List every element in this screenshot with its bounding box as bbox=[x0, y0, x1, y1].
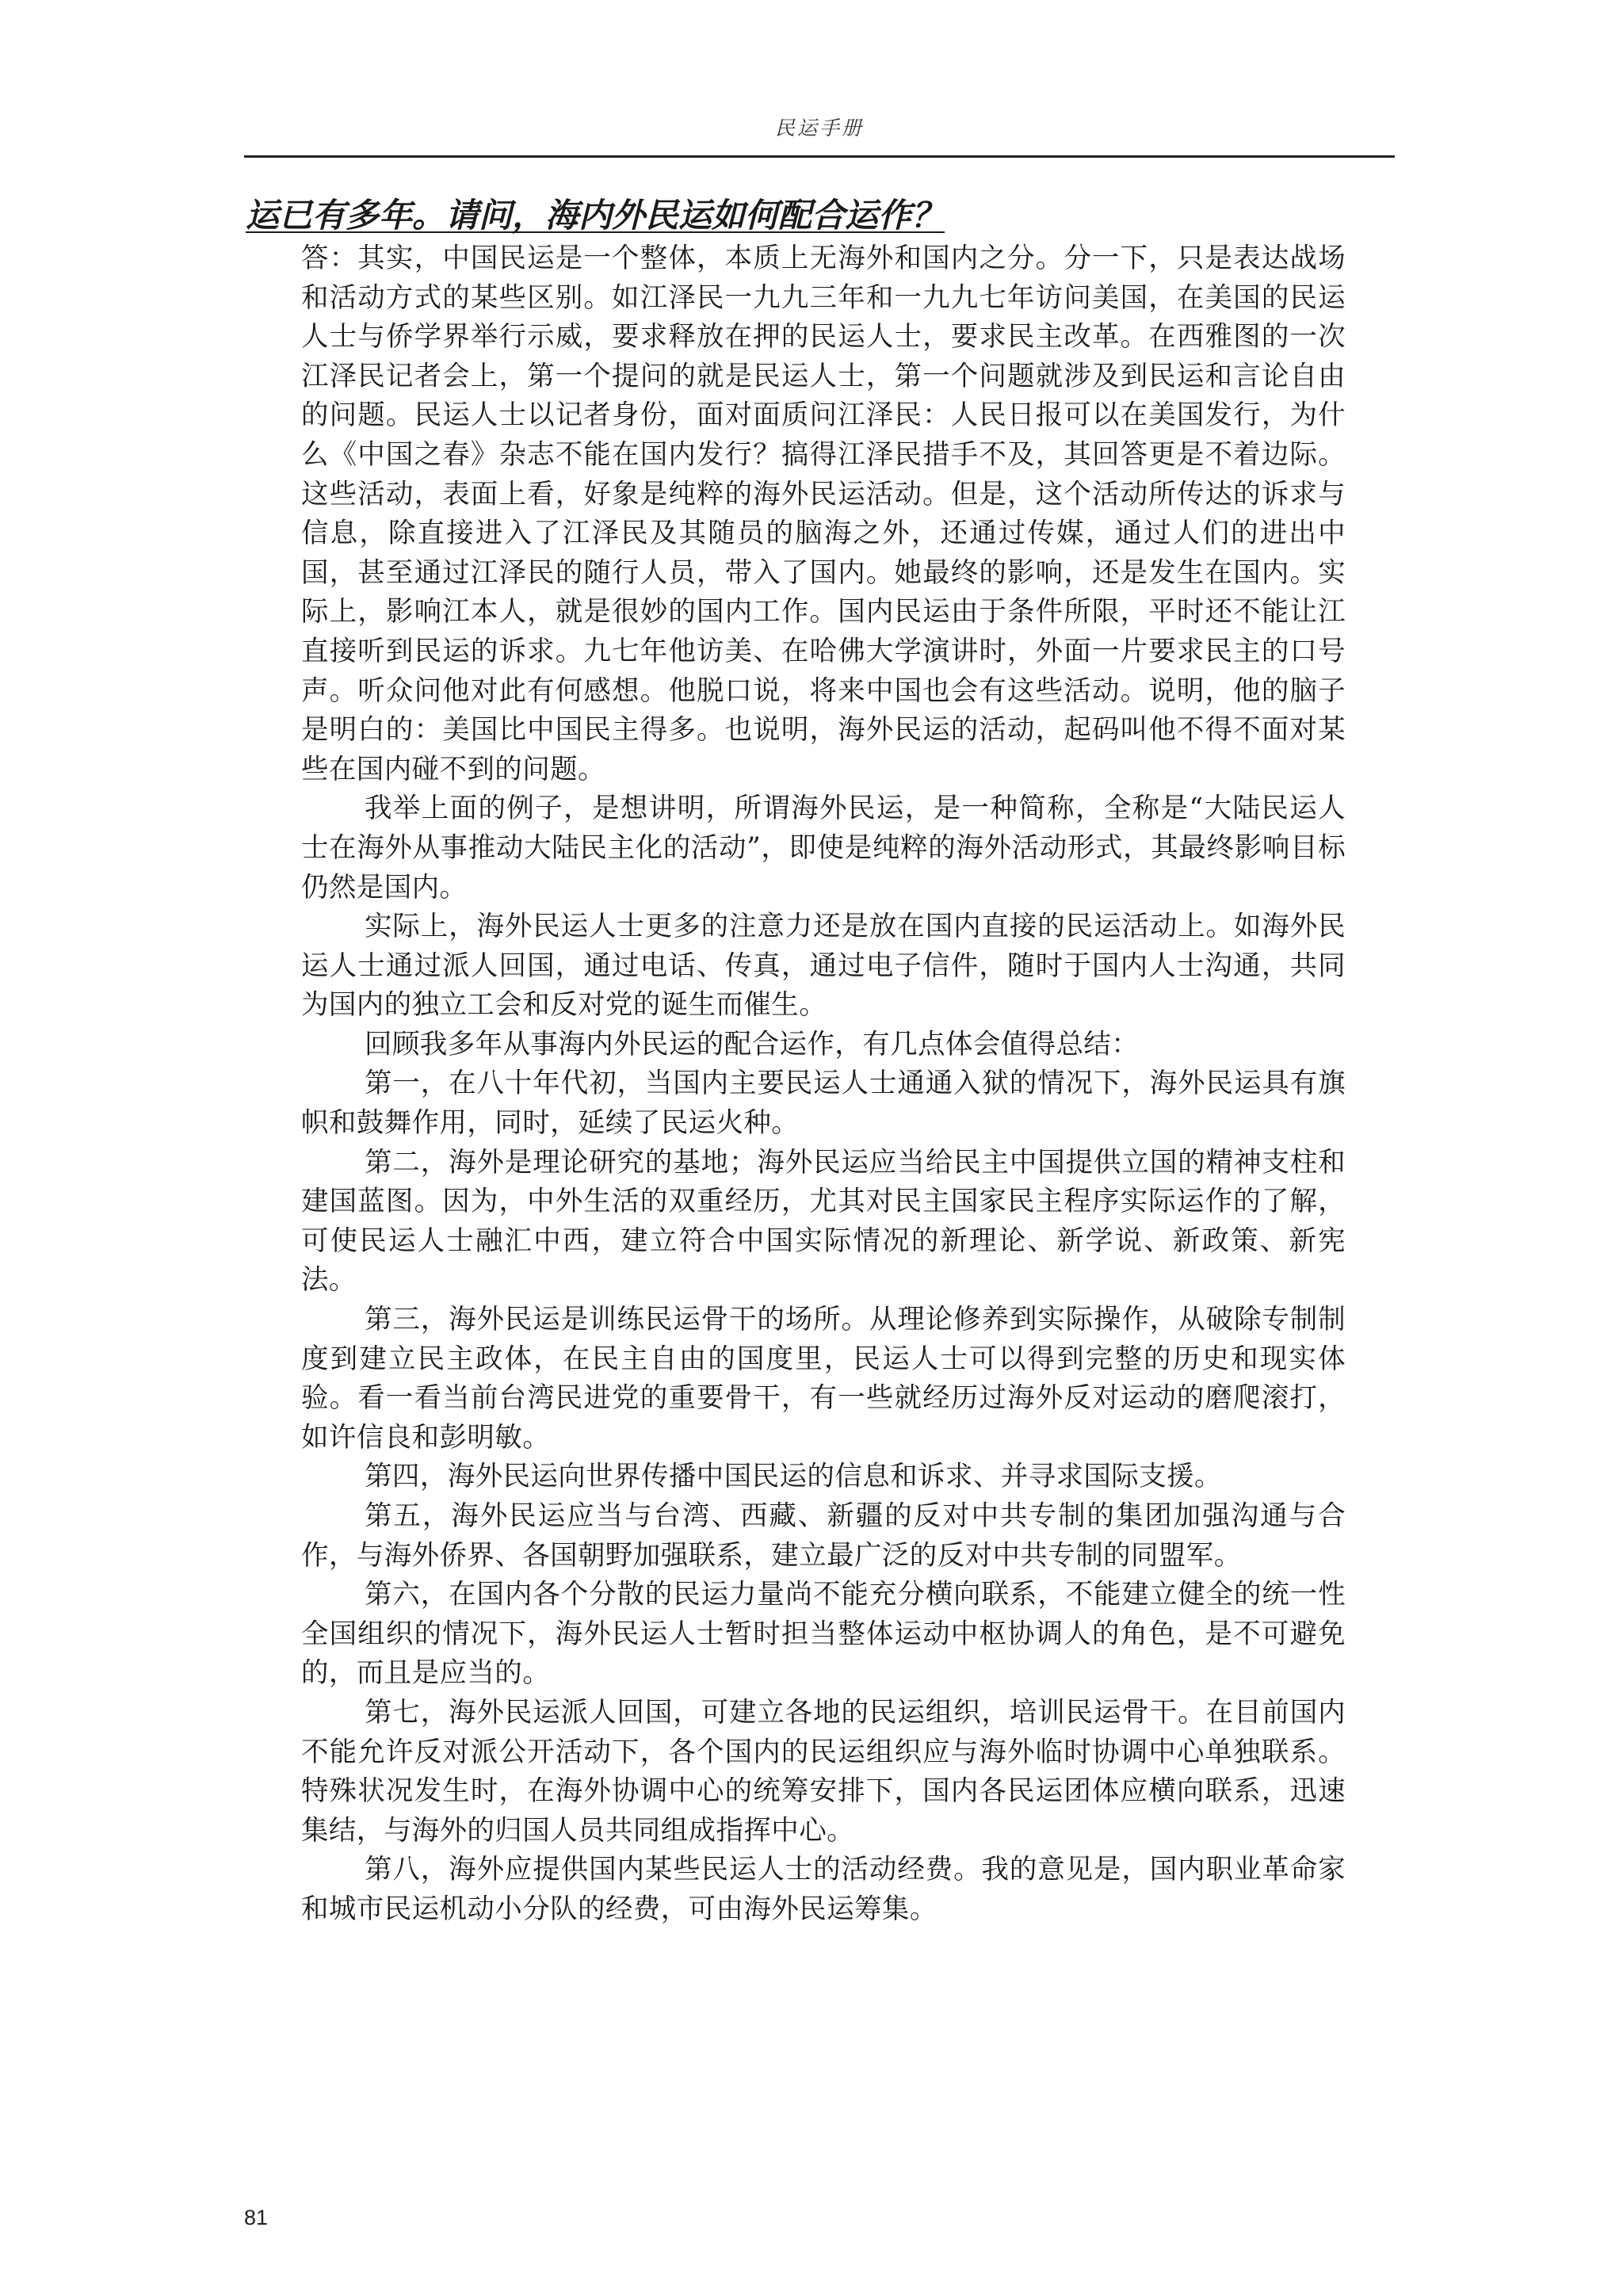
point-3: 第三，海外民运是训练民运骨干的场所。从理论修养到实际操作，从破除专制制度到建立民主政体，在民主自由的国度里，民运人士可以得到完整的历史和现实体验。看一看当前台湾民进党的重要骨干，有一些就经历过海外反对运动的磨爬滚打，如许信良和彭明敏。 bbox=[301, 1304, 1346, 1454]
answer-paragraph-3: 实际上，海外民运人士更多的注意力还是放在国内直接的民运活动上。如海外民运人士通过派人回国，通过电话、传真，通过电子信件，随时于国内人士沟通，共同为国内的独立工会和反对党的诞生而催生。 bbox=[301, 911, 1346, 1022]
point-5: 第五，海外民运应当与台湾、西藏、新疆的反对中共专制的集团加强沟通与合作，与海外侨界、各国朝野加强联系，建立最广泛的反对中共专制的同盟军。 bbox=[301, 1500, 1346, 1572]
point-2: 第二，海外是理论研究的基地；海外民运应当给民主中国提供立国的精神支柱和建国蓝图。因为，中外生活的双重经历，尤其对民主国家民主程序实际运作的了解，可使民运人士融汇中西，建立符合中国实际情况的新理论、新学说、新政策、新宪法。 bbox=[301, 1146, 1346, 1297]
answer-paragraph-1: 答：其实，中国民运是一个整体，本质上无海外和国内之分。分一下，只是表达战场和活动方式的某些区别。如江泽民一九九三年和一九九七年访问美国，在美国的民运人士与侨学界举行示威，要求释放在押的民运人士，要求民主改革。在西雅图的一次江泽民记者会上，第一个提问的就是民运人士，第一个问题就涉及到民运和言论自由的问题。民运人士以记者身份，面对面质问江泽民：人民日报可以在美国发行，为什么《中国之春》杂志不能在国内发行？搞得江泽民措手不及，其回答更是不着边际。这些活动，表面上看，好象是纯粹的海外民运活动。但是，这个活动所传达的诉求与信息，除直接进入了江泽民及其随员的脑海之外，还通过传媒，通过人们的进出中国，甚至通过江泽民的随行人员，带入了国内。她最终的影响，还是发生在国内。实际上，影响江本人，就是很妙的国内工作。国内民运由于条件所限，平时还不能让江直接听到民运的诉求。九七年他访美、在哈佛大学演讲时，外面一片要求民主的口号声。听众问他对此有何感想。他脱口说，将来中国也会有这些活动。说明，他的脑子是明白的：美国比中国民主得多。也说明，海外民运的活动，起码叫他不得不面对某些在国内碰不到的问题。 bbox=[301, 243, 1346, 785]
point-1: 第一，在八十年代初，当国内主要民运人士通通入狱的情况下，海外民运具有旗帜和鼓舞作用，同时，延续了民运火种。 bbox=[301, 1068, 1346, 1140]
header-rule bbox=[244, 155, 1395, 158]
answer-paragraph-2: 我举上面的例子，是想讲明，所谓海外民运，是一种简称，全称是“大陆民运人士在海外从事推动大陆民主化的活动”，即使是纯粹的海外活动形式，其最终影响目标仍然是国内。 bbox=[301, 793, 1346, 904]
answer-body bbox=[301, 239, 1346, 1930]
question-heading: 运已有多年。请问，海内外民运如何配合运作？ bbox=[246, 196, 945, 235]
page-number: 81 bbox=[244, 2206, 269, 2229]
running-header: 民运手册 bbox=[774, 117, 864, 139]
answer-paragraph-4: 回顾我多年从事海内外民运的配合运作，有几点体会值得总结： bbox=[365, 1028, 1140, 1060]
point-6: 第六，在国内各个分散的民运力量尚不能充分横向联系，不能建立健全的统一性全国组织的情况下，海外民运人士暂时担当整体运动中枢协调人的角色，是不可避免的，而且是应当的。 bbox=[301, 1579, 1346, 1690]
point-4: 第四，海外民运向世界传播中国民运的信息和诉求、并寻求国际支援。 bbox=[365, 1461, 1222, 1493]
point-7: 第七，海外民运派人回国，可建立各地的民运组织，培训民运骨干。在目前国内不能允许反对派公开活动下，各个国内的民运组织应与海外临时协调中心单独联系。特殊状况发生时，在海外协调中心的统筹安排下，国内各民运团体应横向联系，迅速集结，与海外的归国人员共同组成指挥中心。 bbox=[301, 1696, 1346, 1847]
point-8: 第八，海外应提供国内某些民运人士的活动经费。我的意见是，国内职业革命家和城市民运机动小分队的经费，可由海外民运筹集。 bbox=[301, 1854, 1346, 1925]
